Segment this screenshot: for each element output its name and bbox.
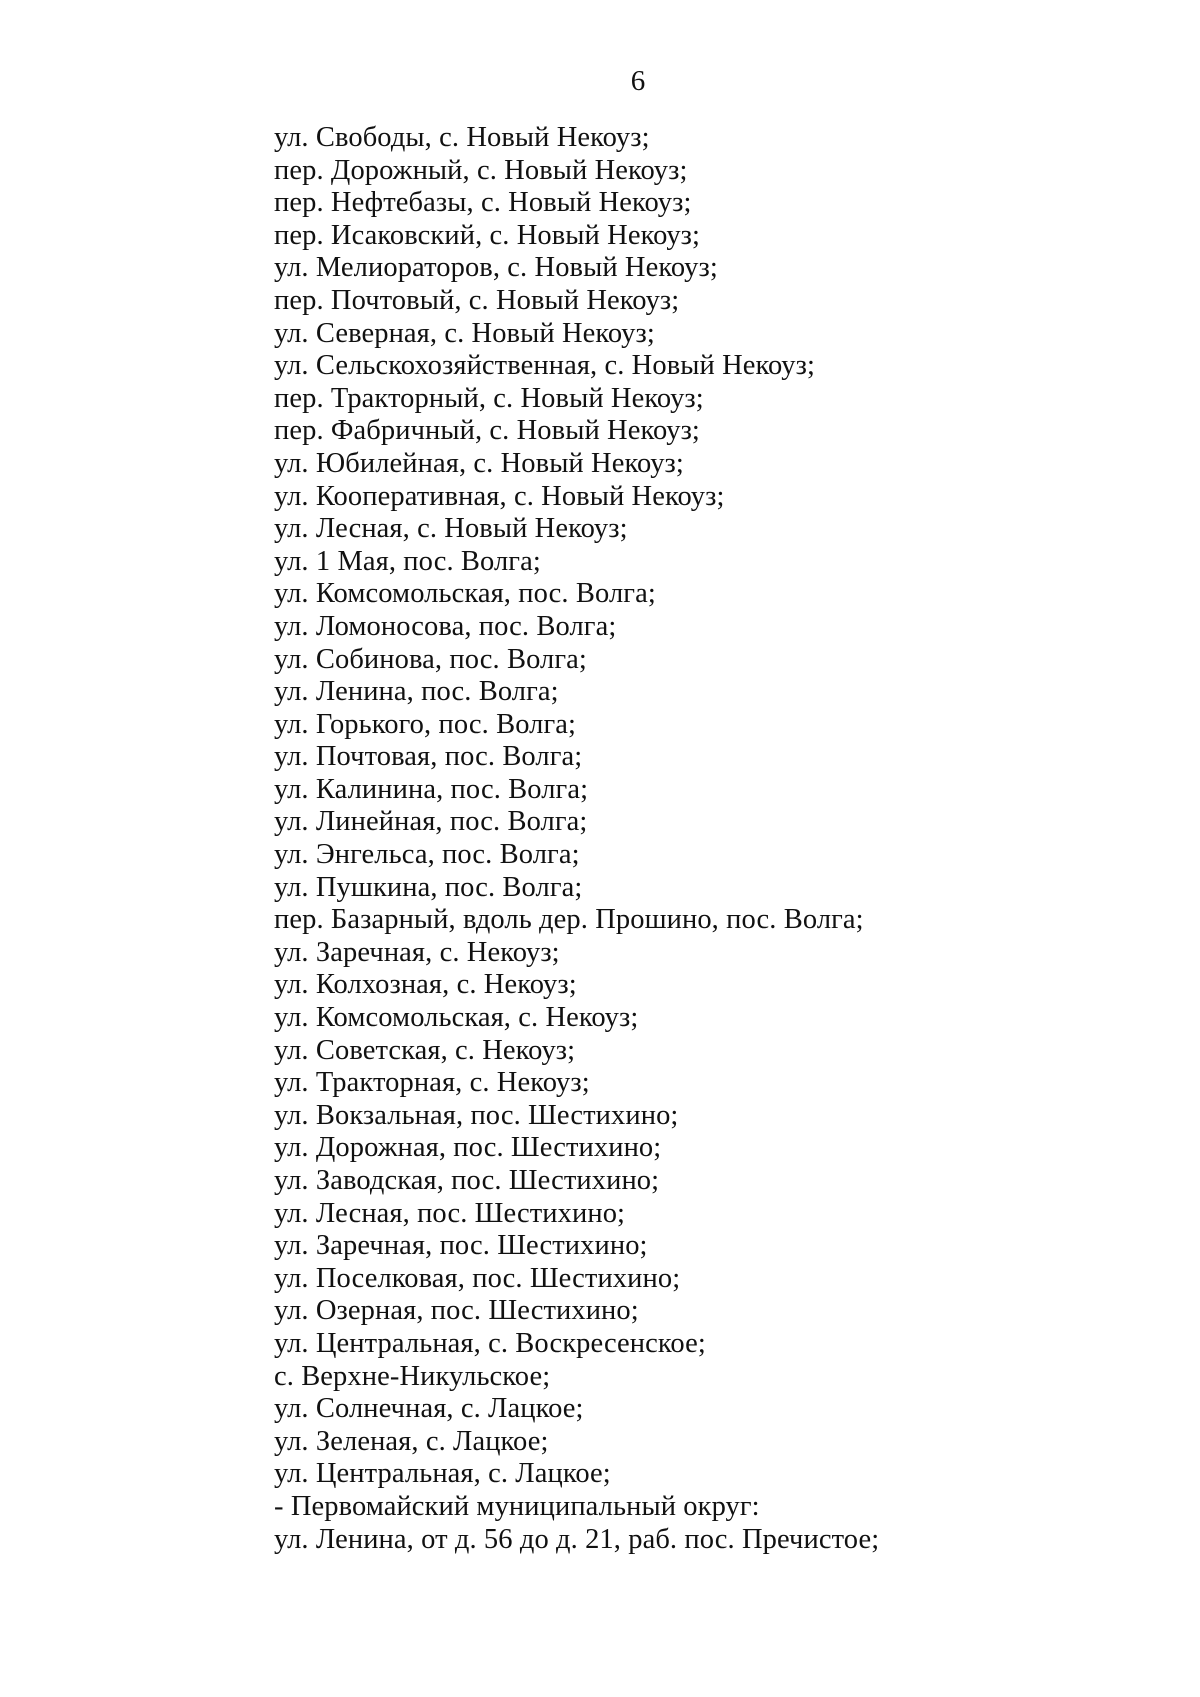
address-line: ул. Советская, с. Некоуз; [274,1034,576,1066]
address-line: пер. Тракторный, с. Новый Некоуз; [274,382,704,414]
address-line: ул. Юбилейная, с. Новый Некоуз; [274,447,684,479]
address-line: ул. Ленина, пос. Волга; [274,676,559,708]
address-line: ул. Заводская, пос. Шестихино; [274,1165,660,1196]
address-line: ул. Дорожная, пос. Шестихино; [274,1132,662,1164]
address-line: ул. Собинова, пос. Волга; [274,643,587,675]
address-line: ул. Ломоносова, пос. Волга; [274,610,617,642]
address-line: ул. Северная, с. Новый Некоуз; [274,317,655,349]
address-line: пер. Исаковский, с. Новый Некоуз; [274,219,701,251]
address-line: пер. Нефтебазы, с. Новый Некоуз; [274,187,692,219]
address-line: ул. Солнечная, с. Лацкое; [274,1393,584,1425]
address-line: ул. Мелиораторов, с. Новый Некоуз; [274,252,718,284]
address-line: ул. Центральная, с. Воскресенское; [274,1327,706,1359]
address-line: ул. Зеленая, с. Лацкое; [274,1425,549,1457]
address-line: ул. Комсомольская, пос. Волга; [274,578,656,610]
address-line: ул. Колхозная, с. Некоуз; [274,969,577,1001]
address-line: ул. Лесная, с. Новый Некоуз; [274,513,628,545]
address-line: ул. Озерная, пос. Шестихино; [274,1295,639,1327]
address-line: ул. Кооперативная, с. Новый Некоуз; [274,480,725,512]
address-line: ул. Заречная, с. Некоуз; [274,936,560,968]
address-line: ул. Свободы, с. Новый Некоуз; [274,122,650,153]
address-line: ул. Калинина, пос. Волга; [274,773,589,805]
address-line: с. Верхне-Никульское; [274,1360,551,1392]
address-list [274,122,879,1556]
address-line: ул. Почтовая, пос. Волга; [274,741,583,773]
address-line: пер. Базарный, вдоль дер. Прошино, пос. Волга; [274,904,864,936]
address-line: ул. Заречная, пос. Шестихино; [274,1230,648,1262]
address-line: ул. Поселковая, пос. Шестихино; [274,1262,681,1294]
address-line: ул. Горького, пос. Волга; [274,708,577,740]
section-heading: - Первомайский муниципальный округ: [274,1490,760,1522]
page-number: 6 [630,65,646,97]
address-line: ул. Вокзальная, пос. Шестихино; [274,1099,679,1131]
address-line: ул. Ленина, от д. 56 до д. 21, раб. пос. Пречистое; [274,1523,880,1555]
address-line: пер. Почтовый, с. Новый Некоуз; [274,284,680,316]
address-line: ул. Комсомольская, с. Некоуз; [274,1002,639,1034]
address-line: ул. Тракторная, с. Некоуз; [274,1067,590,1099]
address-line: пер. Фабричный, с. Новый Некоуз; [274,415,700,447]
address-line: ул. Энгельса, пос. Волга; [274,839,580,871]
address-line: ул. 1 Мая, пос. Волга; [274,545,541,577]
address-line: ул. Лесная, пос. Шестихино; [274,1197,626,1229]
address-line: ул. Центральная, с. Лацкое; [274,1458,611,1490]
address-line: ул. Сельскохозяйственная, с. Новый Некоуз; [274,350,816,382]
address-line: ул. Пушкина, пос. Волга; [274,871,583,903]
address-line: ул. Линейная, пос. Волга; [274,806,588,838]
address-line: пер. Дорожный, с. Новый Некоуз; [274,154,688,186]
